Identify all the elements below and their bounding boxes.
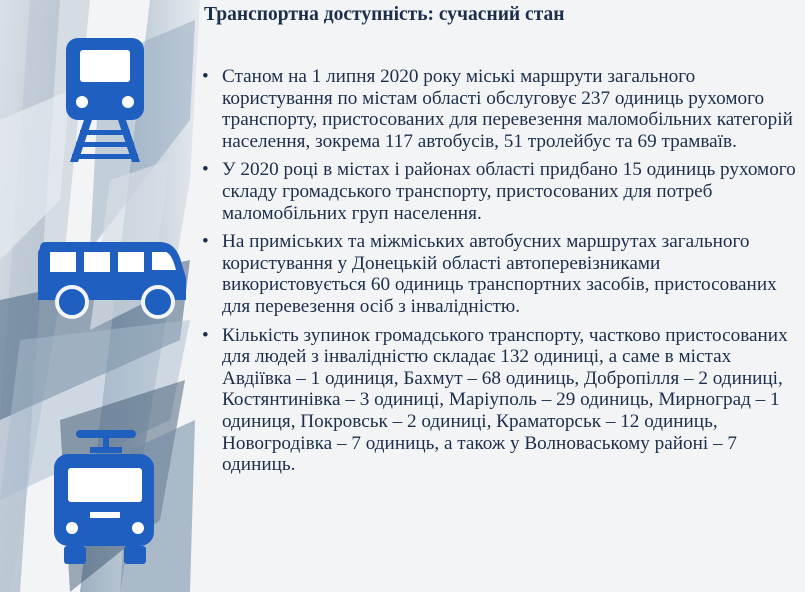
trolleybus-icon: [50, 428, 160, 566]
bullet-text: У 2020 році в містах і районах області придбано 15 одиниць рухомого складу громадського транспорту, пристосованих для потреб маломобільних груп населення.: [222, 159, 796, 224]
bullet-dot: •: [202, 66, 209, 87]
slide-title: Транспортна доступність: сучасний стан: [204, 4, 565, 25]
bullet-item: [202, 159, 802, 224]
bullet-item: [202, 231, 802, 317]
bullet-item: [202, 325, 802, 476]
bullet-text: На приміських та міжміських автобусних маршрутах загального користування у Донецькій області автоперевізниками використовується 60 одиниць транспортних засобів, пристосованих для перевезення осіб з інвалідністю.: [222, 231, 777, 317]
bullet-text: Кількість зупинок громадського транспорту, частково пристосованих для людей з інвалідністю складає 132 одиниці, а саме в містах Авдіївка – 1 одиниця, Бахмут – 68 одиниць, Добропілля – 2 одиниці, Костянтинівка – 3 одиниці, Маріуполь – 29 одиниць, Мирноград – 1 одиниця, Покровськ – 2 одиниці, Краматорськ – 12 одиниць, Новогродівка – 7 одиниць, а також у Волноваському районі – 7 одиниць.: [222, 324, 788, 476]
train-icon: [62, 34, 148, 164]
bus-icon: [34, 238, 190, 320]
bullet-dot: •: [202, 159, 209, 181]
bullet-text: Станом на 1 липня 2020 року міські маршрути загального користування по містам області обслуговує 237 одиниць рухомого транспорту, пристосованих для перевезення маломобільних категорій населення, зокрема 117 автобусів, 51 тролейбус та 69 трамваїв.: [222, 66, 793, 152]
bullet-dot: •: [202, 324, 209, 346]
bullet-item: [202, 66, 802, 152]
bullet-dot: •: [202, 231, 209, 253]
bullet-list: [202, 66, 802, 483]
